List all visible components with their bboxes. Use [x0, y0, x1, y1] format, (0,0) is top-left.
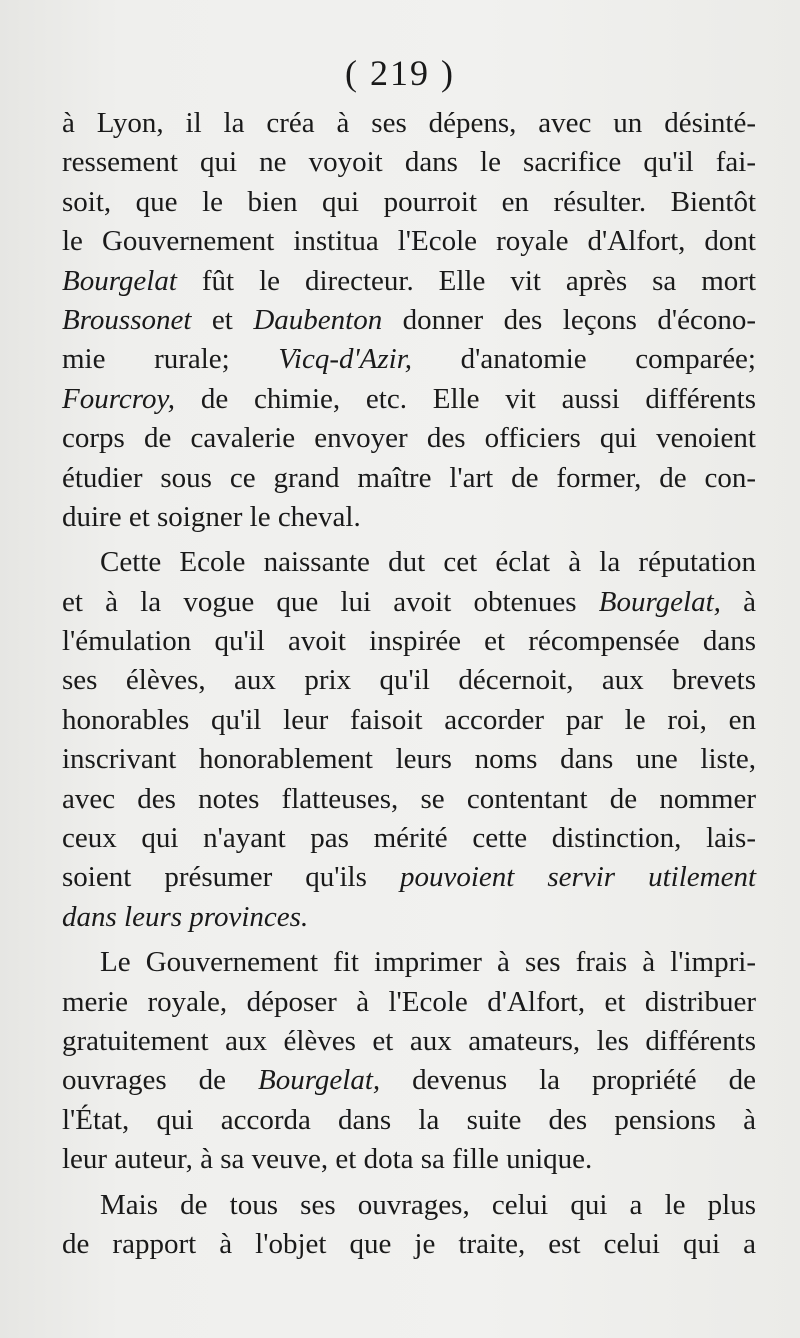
- italic-text: Bourgelat,: [257, 1064, 381, 1097]
- text-line: [62, 340, 756, 379]
- text-line: [62, 740, 756, 779]
- text-line: [62, 143, 756, 182]
- text-run: ouvrages de: [62, 1064, 258, 1097]
- text-line: [62, 1140, 756, 1179]
- text-line: [62, 419, 756, 458]
- text-run: avec des notes flatteuses, se contentant de nommer: [62, 782, 756, 815]
- text-line: [62, 943, 756, 982]
- text-line: [62, 583, 756, 622]
- paragraph: [62, 1186, 756, 1265]
- text-run: Le Gouvernement fit imprimer à ses frais à l'impri-: [100, 946, 756, 979]
- text-line: [62, 380, 756, 419]
- paragraph: [62, 104, 756, 537]
- text-run: ceux qui n'ayant pas mérité cette distinction, lais-: [62, 822, 756, 855]
- text-line: [62, 780, 756, 819]
- text-run: le Gouvernement institua l'Ecole royale d'Alfort, dont: [62, 225, 756, 258]
- italic-text: pouvoient servir utilement: [399, 861, 757, 894]
- text-line: [62, 1061, 756, 1100]
- text-run: à: [720, 585, 756, 618]
- text-run: devenus la propriété de: [380, 1064, 756, 1097]
- text-line: [62, 222, 756, 261]
- text-run: et: [191, 303, 254, 336]
- text-run: à Lyon, il la créa à ses dépens, avec un désinté-: [62, 107, 756, 139]
- italic-text: Daubenton: [253, 303, 383, 336]
- text-line: [62, 819, 756, 858]
- text-run: ressement qui ne voyoit dans le sacrifice qu'il fai-: [62, 146, 756, 179]
- italic-text: Bourgelat,: [598, 585, 721, 618]
- page-number: ( 219 ): [345, 53, 455, 93]
- text-line: [62, 262, 756, 301]
- italic-text: Broussonet: [62, 303, 192, 336]
- text-run: mie rurale;: [62, 343, 279, 376]
- text-run: gratuitement aux élèves et aux amateurs, les différents: [62, 1024, 756, 1057]
- text-line: [62, 183, 756, 222]
- text-line: [62, 104, 756, 143]
- text-line: [62, 1186, 756, 1225]
- text-run: fût le directeur. Elle vit après sa mort: [176, 264, 756, 297]
- text-run: duire et soigner le cheval.: [62, 500, 361, 533]
- text-run: honorables qu'il leur faisoit accorder par le roi, en: [62, 703, 756, 736]
- text-line: [62, 661, 756, 700]
- text-line: [62, 1101, 756, 1140]
- text-run: soient présumer qu'ils: [62, 861, 400, 894]
- text-run: étudier sous ce grand maître l'art de former, de con-: [62, 461, 756, 494]
- italic-text: Bourgelat: [62, 264, 177, 297]
- text-line: [62, 622, 756, 661]
- text-line: [62, 459, 756, 498]
- text-line: [62, 543, 756, 582]
- text-line: [62, 301, 756, 340]
- text-run: Cette Ecole naissante dut cet éclat à la réputation: [100, 546, 756, 579]
- text-run: l'émulation qu'il avoit inspirée et récompensée dans: [62, 625, 756, 658]
- italic-text: Fourcroy,: [62, 382, 176, 415]
- text-run: merie royale, déposer à l'Ecole d'Alfort, et distribuer: [62, 985, 756, 1018]
- italic-text: Vicq-d'Azir,: [278, 343, 413, 376]
- text-run: leur auteur, à sa veuve, et dota sa fille unique.: [62, 1143, 593, 1176]
- text-run: de rapport à l'objet que je traite, est celui qui a: [62, 1227, 756, 1260]
- paragraph: [62, 943, 756, 1179]
- text-run: inscrivant honorablement leurs noms dans une liste,: [62, 743, 756, 776]
- text-run: ses élèves, aux prix qu'il décernoit, aux brevets: [62, 664, 756, 697]
- text-line: [62, 983, 756, 1022]
- body-text: [62, 104, 756, 1264]
- text-line: [62, 858, 756, 897]
- paragraph: [62, 543, 756, 937]
- text-run: donner des leçons d'écono-: [382, 303, 756, 336]
- text-line: [62, 701, 756, 740]
- text-run: de chimie, etc. Elle vit aussi différents: [175, 382, 756, 415]
- text-line: [62, 1225, 756, 1264]
- text-line: [62, 1022, 756, 1061]
- text-run: Mais de tous ses ouvrages, celui qui a le plus: [100, 1188, 756, 1221]
- text-run: corps de cavalerie envoyer des officiers qui venoient: [62, 422, 756, 455]
- text-run: et à la vogue que lui avoit obtenues: [62, 585, 599, 618]
- text-line: [62, 898, 756, 937]
- text-run: l'État, qui accorda dans la suite des pensions à: [62, 1103, 756, 1136]
- text-run: soit, que le bien qui pourroit en résulter. Bientôt: [62, 185, 756, 218]
- text-line: [62, 498, 756, 537]
- text-run: d'anatomie comparée;: [412, 343, 756, 376]
- italic-text: dans leurs provinces.: [62, 900, 309, 933]
